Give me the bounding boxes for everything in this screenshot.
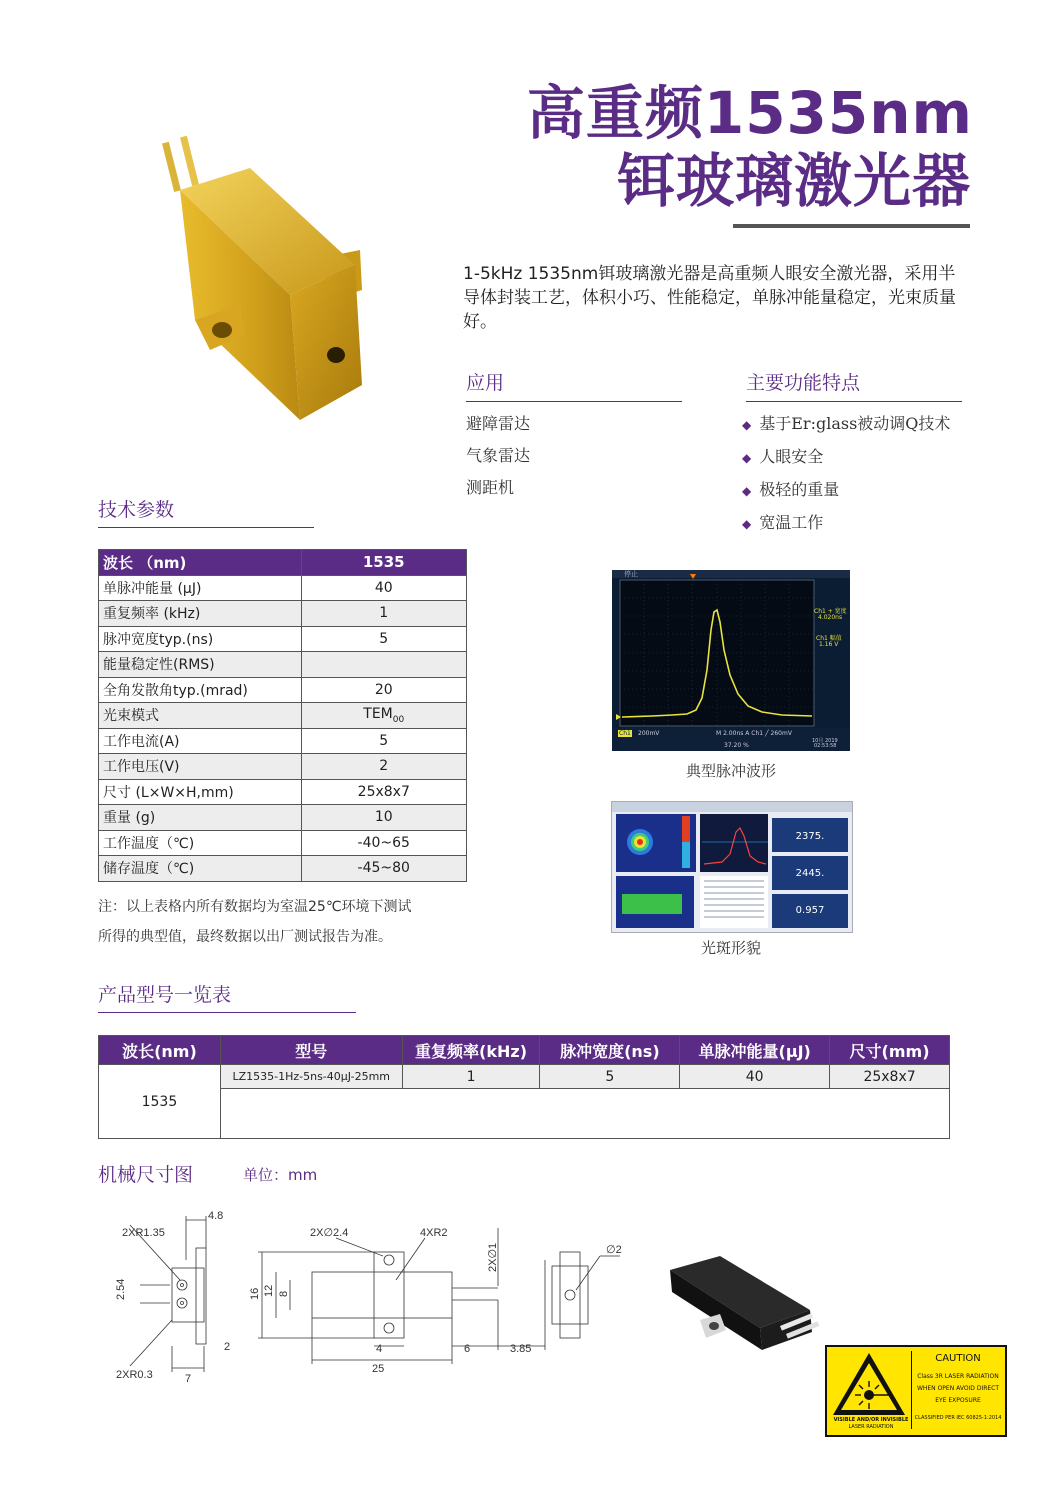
table-header-row [99, 550, 467, 576]
spec-title: 技术参数 [98, 499, 175, 521]
title-underline [733, 224, 970, 228]
title-line-1: 高重频1535nm [526, 79, 973, 147]
beam-value-3: 0.957 [795, 905, 825, 916]
svg-text:4.8: 4.8 [208, 1210, 224, 1222]
table-row: 储存温度（℃) -45~80 [99, 856, 467, 882]
features-title: 主要功能特点 [746, 372, 861, 394]
table-row: 光束模式 $TEM_{00}$ [99, 703, 467, 729]
beam-screenshot [611, 801, 853, 933]
laser-warning-icon [831, 1351, 907, 1417]
module-render [660, 1250, 830, 1360]
beam-caption: 光斑形貌 [700, 939, 761, 957]
applications-title: 应用 [466, 372, 505, 394]
list-item: 气象雷达 [466, 446, 531, 465]
svg-text:2X∅1: 2X∅1 [487, 1242, 499, 1272]
model-table [98, 1035, 950, 1139]
spec-table [98, 549, 467, 882]
list-item: ◆ 极轻的重量 [742, 480, 840, 499]
product-photo [140, 130, 400, 450]
table-row: 尺寸 (L×W×H,mm) 25x8x7 [99, 779, 467, 805]
title-line-2: 铒玻璃激光器 [616, 147, 971, 215]
table-row: 工作温度（℃) -40~65 [99, 830, 467, 856]
table-row: 重复频率 (kHz) 1 [99, 601, 467, 627]
svg-text:3.85: 3.85 [510, 1343, 532, 1355]
mech-unit: 单位：mm [243, 1166, 318, 1184]
diamond-bullet-icon: ◆ [742, 484, 752, 498]
diamond-bullet-icon: ◆ [742, 451, 752, 465]
features-list [742, 408, 950, 540]
list-item: ◆ 宽温工作 [742, 513, 824, 532]
scope-screenshot: 停止 Ch1 + 宽度 4.020ns Ch1 幅值 1.16 V Ch1 200mV M 2.00ns A Ch1 ╱ 260mV 10月 2019 02:53:58 37.20 % [612, 570, 850, 751]
svg-text:7: 7 [185, 1373, 192, 1385]
intro-text: 1-5kHz 1535nm铒玻璃激光器是高重频人眼安全激光器，采用半导体封装工艺，体积小巧、性能稳定，单脉冲能量稳定，光束质量好。 [463, 264, 956, 332]
table-header-cell: 1535 [301, 550, 466, 576]
table-row: 全角发散角typ.(mrad) 20 [99, 677, 467, 703]
mechanical-drawing [100, 1200, 640, 1390]
table-row: 单脉冲能量 (μJ) 40 [99, 575, 467, 601]
table-row: 工作电压(V) 2 [99, 754, 467, 780]
spec-note: 注：以上表格内所有数据均为室温25℃环境下测试 所得的典型值，最终数据以出厂测试报告为准。 [98, 899, 412, 945]
table-row: 脉冲宽度typ.(ns) 5 [99, 626, 467, 652]
svg-text:6: 6 [464, 1343, 471, 1355]
model-rule [98, 1012, 356, 1013]
mech-title: 机械尺寸图 [98, 1164, 194, 1186]
svg-text:16: 16 [249, 1287, 261, 1300]
model-title: 产品型号一览表 [98, 984, 232, 1006]
list-item: ◆ 基于Er:glass被动调Q技术 [742, 414, 951, 433]
spec-rule [98, 527, 314, 528]
beam-value-2: 2445. [795, 868, 825, 879]
svg-text:2: 2 [224, 1341, 231, 1353]
svg-text:2XR1.35: 2XR1.35 [122, 1227, 165, 1239]
caution-label: VISIBLE AND/OR INVISIBLE LASER RADIATION CAUTION Class 3R LASER RADIATION WHEN OPEN AVOID DIRECT EYE EXPOSURE CLASSIFIED PER IEC 60825-1:2014 [825, 1345, 1007, 1437]
table-row: 1535 LZ1535-1Hz-5ns-40μJ-25mm 1 5 40 25x8x7 [99, 1065, 950, 1089]
table-row: 能量稳定性(RMS) [99, 652, 467, 678]
scope-caption: 典型脉冲波形 [685, 762, 776, 780]
table-row: 工作电流(A) 5 [99, 728, 467, 754]
svg-text:2XR0.3: 2XR0.3 [116, 1369, 153, 1381]
svg-text:8: 8 [278, 1290, 290, 1297]
features-rule [746, 401, 962, 402]
table-row: 重量 (g) 10 [99, 805, 467, 831]
beam-value-1: 2375. [795, 831, 825, 842]
svg-text:∅2: ∅2 [606, 1244, 622, 1256]
table-header-cell: 波长 （nm) [99, 550, 302, 576]
diamond-bullet-icon: ◆ [742, 517, 752, 531]
table-header-row: 波长(nm) 型号 重复频率(kHz) 脉冲宽度(ns) 单脉冲能量(μJ) 尺寸(mm) [99, 1036, 950, 1065]
svg-text:2X∅2.4: 2X∅2.4 [310, 1227, 349, 1239]
svg-text:12: 12 [263, 1284, 275, 1297]
list-item: 避障雷达 [466, 414, 531, 433]
diamond-bullet-icon: ◆ [742, 418, 752, 432]
table-row [99, 1089, 950, 1139]
svg-text:4XR2: 4XR2 [420, 1227, 448, 1239]
svg-text:25: 25 [372, 1363, 385, 1375]
applications-rule [466, 401, 682, 402]
svg-text:4: 4 [376, 1343, 383, 1355]
wavelength-cell: 1535 [99, 1065, 221, 1139]
list-item: 测距机 [466, 478, 515, 497]
list-item: ◆ 人眼安全 [742, 447, 824, 466]
svg-text:2.54: 2.54 [115, 1278, 127, 1300]
applications-list [466, 408, 530, 504]
